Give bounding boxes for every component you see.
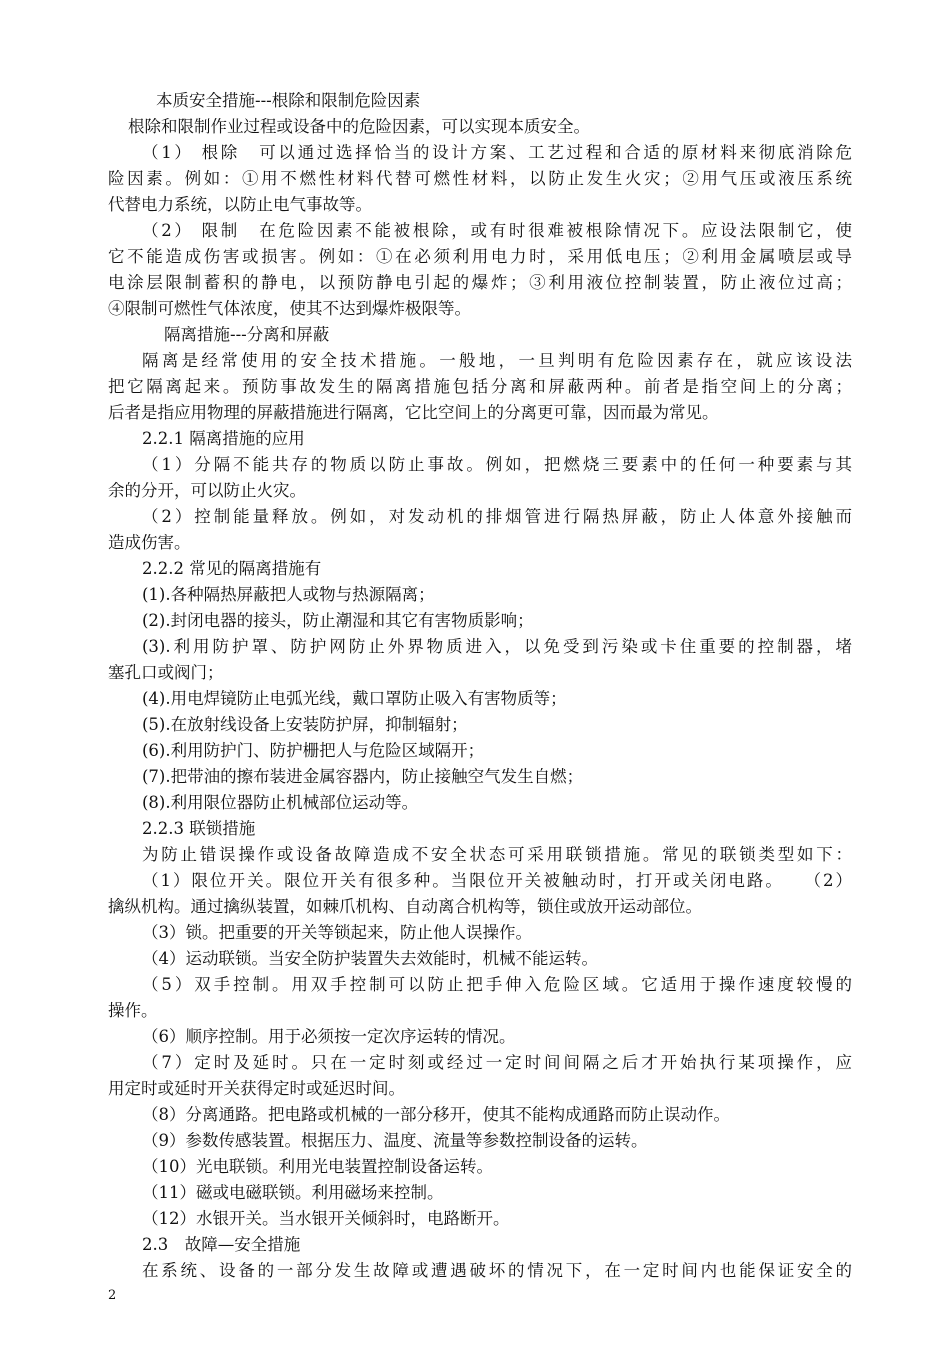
paragraph-line: ④限制可燃性气体浓度，使其不达到爆炸极限等。 bbox=[108, 299, 471, 318]
paragraph-line: 把它隔离起来。预防事故发生的隔离措施包括分离和屏蔽两种。前者是指空间上的分离； bbox=[108, 377, 852, 396]
section-heading-intrinsic-safety: 本质安全措施---根除和限制危险因素 bbox=[156, 91, 421, 110]
paragraph-line: （12）水银开关。当水银开关倾斜时，电路断开。 bbox=[142, 1209, 510, 1228]
list-item: (4).用电焊镜防止电弧光线，戴口罩防止吸入有害物质等； bbox=[142, 689, 567, 708]
subsection-heading-2-2-3: 2.2.3 联锁措施 bbox=[142, 819, 256, 838]
list-item: (2).封闭电器的接头，防止潮湿和其它有害物质影响； bbox=[142, 611, 534, 630]
paragraph-line: （1） 根除 可以通过选择恰当的设计方案、工艺过程和合适的原材料来彻底消除危 bbox=[142, 143, 852, 162]
section-heading-isolation: 隔离措施---分离和屏蔽 bbox=[164, 325, 330, 344]
paragraph-line: 它不能造成伤害或损害。例如：①在必须利用电力时，采用低电压；②利用金属喷层或导 bbox=[108, 247, 852, 266]
paragraph-line: 余的分开，可以防止火灾。 bbox=[108, 481, 306, 500]
paragraph-line: （6）顺序控制。用于必须按一定次序运转的情况。 bbox=[142, 1027, 516, 1046]
paragraph-line: 隔离是经常使用的安全技术措施。一般地，一旦判明有危险因素存在，就应该设法 bbox=[142, 351, 852, 370]
paragraph-line: 操作。 bbox=[108, 1001, 158, 1020]
list-item: (3).利用防护罩、防护网防止外界物质进入，以免受到污染或卡住重要的控制器，堵 bbox=[142, 637, 852, 656]
list-item: (1).各种隔热屏蔽把人或物与热源隔离； bbox=[142, 585, 435, 604]
paragraph-line: （4）运动联锁。当安全防护装置失去效能时，机械不能运转。 bbox=[142, 949, 598, 968]
paragraph-line: 电涂层限制蓄积的静电，以预防静电引起的爆炸；③利用液位控制装置，防止液位过高； bbox=[108, 273, 852, 292]
paragraph-line: （7）定时及延时。只在一定时刻或经过一定时间间隔之后才开始执行某项操作，应 bbox=[142, 1053, 852, 1072]
paragraph-line: （10）光电联锁。利用光电装置控制设备运转。 bbox=[142, 1157, 493, 1176]
paragraph-line: 根除和限制作业过程或设备中的危险因素，可以实现本质安全。 bbox=[128, 117, 590, 136]
subsection-heading-2-3: 2.3 故障—安全措施 bbox=[142, 1235, 301, 1254]
list-item: (8).利用限位器防止机械部位运动等。 bbox=[142, 793, 419, 812]
subsection-heading-2-2-1: 2.2.1 隔离措施的应用 bbox=[142, 429, 305, 448]
paragraph-line: （8）分离通路。把电路或机械的一部分移开，使其不能构成通路而防止误动作。 bbox=[142, 1105, 730, 1124]
paragraph-line: 在系统、设备的一部分发生故障或遭遇破坏的情况下，在一定时间内也能保证安全的 bbox=[142, 1261, 852, 1280]
paragraph-line: （1）分隔不能共存的物质以防止事故。例如，把燃烧三要素中的任何一种要素与其 bbox=[142, 455, 852, 474]
paragraph-line: （5）双手控制。用双手控制可以防止把手伸入危险区域。它适用于操作速度较慢的 bbox=[142, 975, 852, 994]
paragraph-line: 后者是指应用物理的屏蔽措施进行隔离，它比空间上的分离更可靠，因而最为常见。 bbox=[108, 403, 719, 422]
paragraph-line: （3）锁。把重要的开关等锁起来，防止他人误操作。 bbox=[142, 923, 532, 942]
paragraph-line: 代替电力系统，以防止电气事故等。 bbox=[108, 195, 372, 214]
list-item: (7).把带油的擦布装进金属容器内，防止接触空气发生自燃； bbox=[142, 767, 584, 786]
paragraph-line: 为防止错误操作或设备故障造成不安全状态可采用联锁措施。常见的联锁类型如下： bbox=[142, 845, 852, 864]
paragraph-line: 险因素。例如：①用不燃性材料代替可燃性材料，以防止发生火灾；②用气压或液压系统 bbox=[108, 169, 852, 188]
list-item: (6).利用防护门、防护栅把人与危险区域隔开； bbox=[142, 741, 485, 760]
list-item-continuation: 塞孔口或阀门； bbox=[108, 663, 224, 682]
paragraph-line: （9）参数传感装置。根据压力、温度、流量等参数控制设备的运转。 bbox=[142, 1131, 648, 1150]
paragraph-line: 造成伤害。 bbox=[108, 533, 191, 552]
paragraph-line: （11）磁或电磁联锁。利用磁场来控制。 bbox=[142, 1183, 444, 1202]
subsection-heading-2-2-2: 2.2.2 常见的隔离措施有 bbox=[142, 559, 322, 578]
page-number: 2 bbox=[108, 1288, 117, 1303]
paragraph-line: 用定时或延时开关获得定时或延迟时间。 bbox=[108, 1079, 405, 1098]
paragraph-line: （2）控制能量释放。例如，对发动机的排烟管进行隔热屏蔽，防止人体意外接触而 bbox=[142, 507, 852, 526]
paragraph-line: （1）限位开关。限位开关有很多种。当限位开关被触动时，打开或关闭电路。 （2） bbox=[142, 871, 852, 890]
list-item: (5).在放射线设备上安装防护屏，抑制辐射； bbox=[142, 715, 468, 734]
paragraph-line: 擒纵机构。通过擒纵装置，如棘爪机构、自动离合机构等，锁住或放开运动部位。 bbox=[108, 897, 702, 916]
paragraph-line: （2） 限制 在危险因素不能被根除，或有时很难被根除情况下。应设法限制它，使 bbox=[142, 221, 852, 240]
